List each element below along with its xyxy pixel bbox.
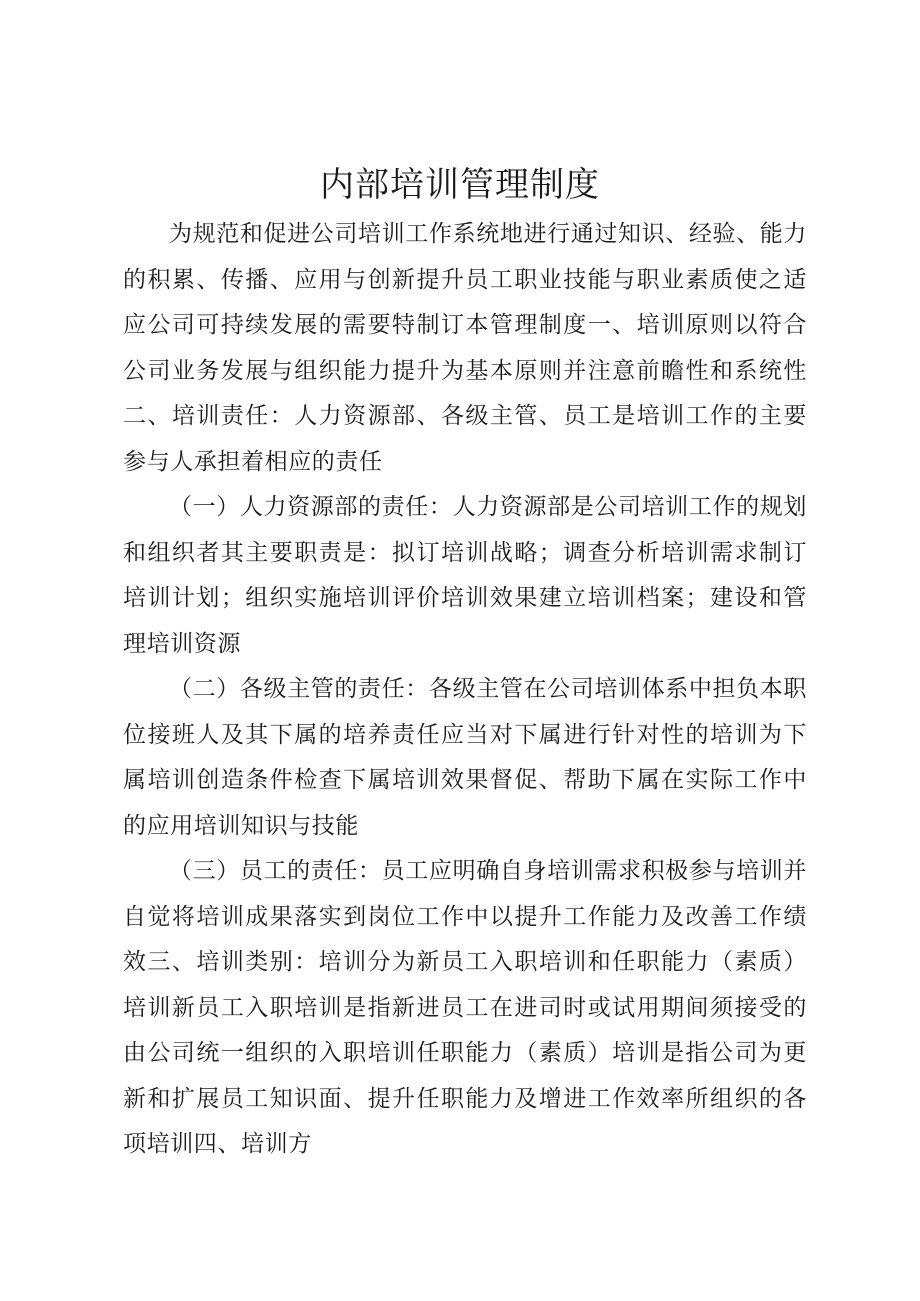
- paragraph-manager-responsibility: （二）各级主管的责任：各级主管在公司培训体系中担负本职位接班人及其下属的培养责任应当对下属进行针对性的培训为下属培训创造条件检查下属培训效果督促、帮助下属在实际工作中的应用培训知识与技能: [123, 676, 807, 839]
- paragraph-intro: 为规范和促进公司培训工作系统地进行通过知识、经验、能力的积累、传播、应用与创新提升员工职业技能与职业素质使之适应公司可持续发展的需要特制订本管理制度一、培训原则以符合公司业务发展与组织能力提升为基本原则并注意前瞻性和系统性二、培训责任：人力资源部、各级主管、员工是培训工作的主要参与人承担着相应的责任: [123, 221, 807, 475]
- paragraph-hr-responsibility: （一）人力资源部的责任：人力资源部是公司培训工作的规划和组织者其主要职责是：拟订培训战略；调查分析培训需求制订培训计划；组织实施培训评价培训效果建立培训档案；建设和管理培训资源: [123, 494, 807, 657]
- paragraph-employee-responsibility: （三）员工的责任：员工应明确自身培训需求积极参与培训并自觉将培训成果落实到岗位工作中以提升工作能力及改善工作绩效三、培训类别：培训分为新员工入职培训和任职能力（素质）培训新员工入职培训是指新进员工在进司时或试用期间须接受的由公司统一组织的入职培训任职能力（素质）培训是指公司为更新和扩展员工知识面、提升任职能力及增进工作效率所组织的各项培训四、培训方: [123, 858, 807, 1157]
- document-body: [123, 212, 807, 1168]
- document-title: 内部培训管理制度: [320, 165, 600, 205]
